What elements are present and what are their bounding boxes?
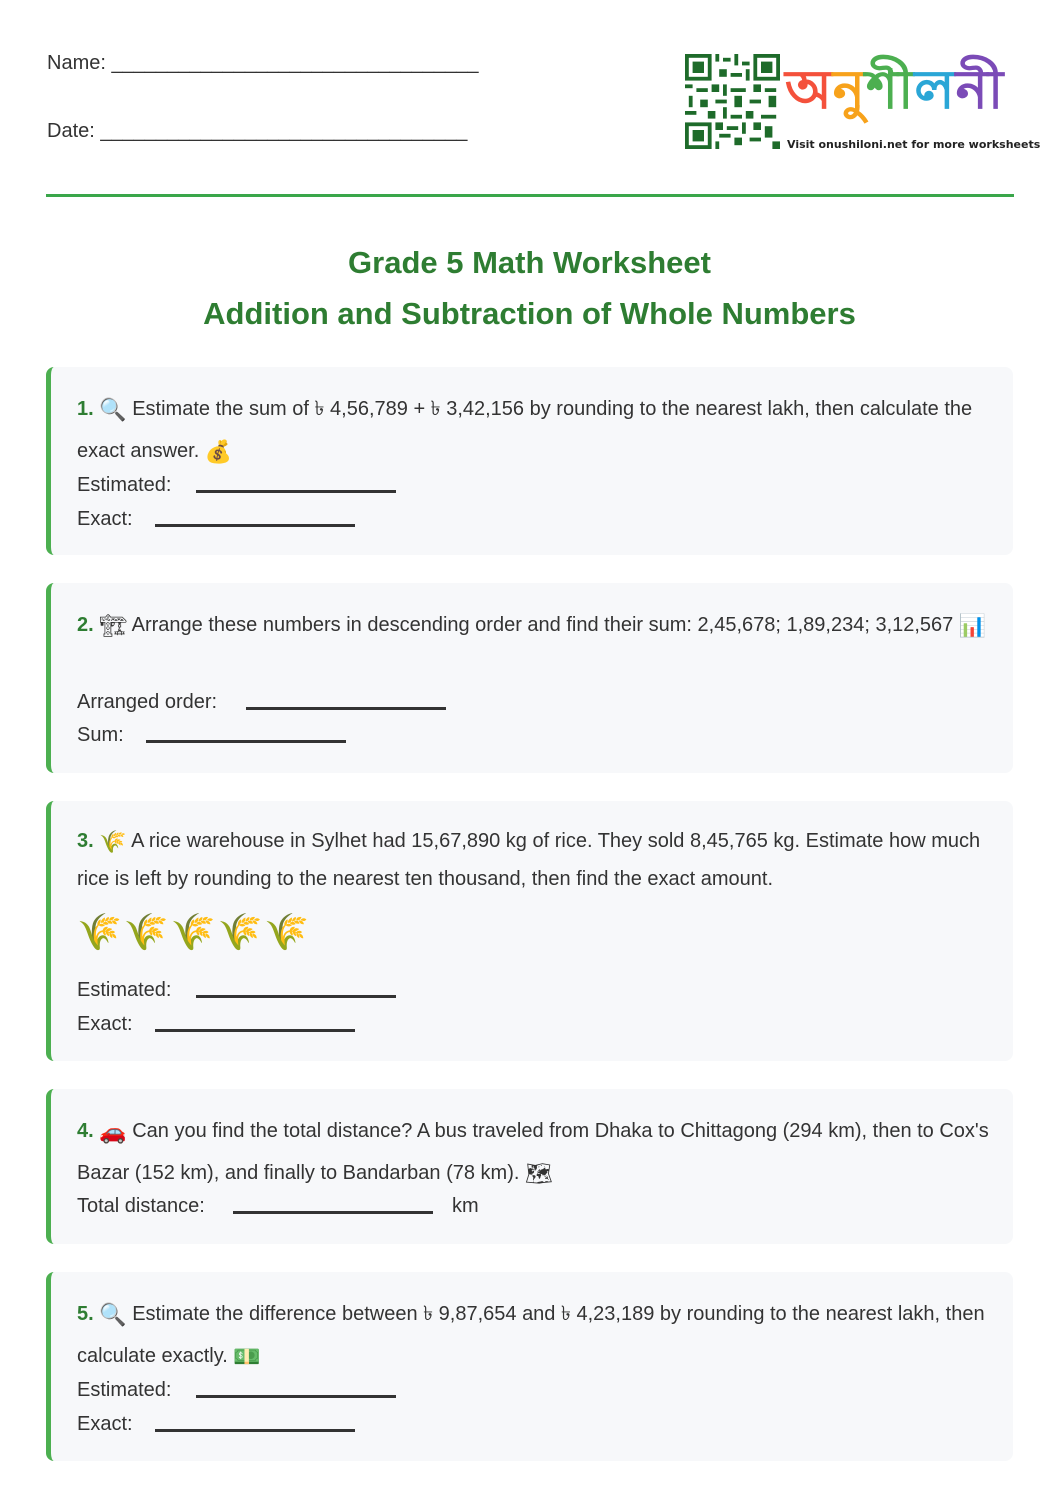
- rice-sheaf-icon: 🌾: [264, 912, 312, 953]
- answer-label: Exact:: [77, 1013, 133, 1035]
- brand-letter: অ: [785, 58, 833, 121]
- answer-label: Exact:: [77, 1413, 133, 1435]
- magnifying-glass-icon: 🔍: [99, 1303, 127, 1328]
- answer-blank[interactable]: [196, 490, 396, 493]
- answer-label: Total distance:: [77, 1195, 205, 1217]
- bar-chart-icon: 📊: [958, 614, 987, 639]
- question-body: Can you find the total distance? A bus traveled from Dhaka to Chittagong (294 km), then to Cox's Bazar (152 km), and finally to Bandarban (78 km).: [77, 1120, 989, 1184]
- answer-blank[interactable]: [155, 1029, 355, 1032]
- question-body: Estimate the sum of ৳ 4,56,789 + ৳ 3,42,156 by rounding to the nearest lakh, then calculate the exact answer.: [77, 398, 973, 462]
- answer-label: Sum:: [77, 724, 124, 746]
- car-icon: 🚗: [99, 1120, 127, 1145]
- question-number: 5.: [77, 1303, 94, 1325]
- money-icon: 💵: [233, 1345, 261, 1370]
- answer-blank[interactable]: [233, 1211, 433, 1214]
- question-body: A rice warehouse in Sylhet had 15,67,890 kg of rice. They sold 8,45,765 kg. Estimate how much rice is left by rounding to the nearest ten thousand, then find the exact amount.: [77, 830, 981, 890]
- question-number: 2.: [77, 614, 94, 636]
- brand-logo: [785, 48, 1004, 138]
- question-card-4: [46, 1089, 1013, 1244]
- answer-blank[interactable]: [246, 707, 446, 710]
- answer-blank[interactable]: [155, 1429, 355, 1432]
- question-card-5: [46, 1272, 1013, 1461]
- qr-code-icon: [685, 54, 780, 149]
- brand-letter: নী: [955, 58, 1005, 121]
- rice-sheaf-icon: 🌾: [170, 912, 218, 953]
- answer-blank[interactable]: [155, 524, 355, 527]
- name-field[interactable]: Name: _________________________________: [47, 52, 479, 74]
- question-text: [77, 1294, 997, 1378]
- question-number: 4.: [77, 1120, 94, 1142]
- answer-label: Exact:: [77, 508, 133, 530]
- question-body: Arrange these numbers in descending order and find their sum: 2,45,678; 1,89,234; 3,12,567: [131, 614, 954, 636]
- answer-unit: km: [452, 1195, 479, 1217]
- answer-blank[interactable]: [196, 995, 396, 998]
- answer-blank[interactable]: [196, 1395, 396, 1398]
- question-text: [77, 389, 997, 473]
- rice-sheaf-icon: 🌾: [217, 912, 265, 953]
- question-card-3: [46, 801, 1013, 1061]
- rice-illustration: [77, 911, 311, 953]
- rice-sheaf-icon: 🌾: [99, 830, 127, 855]
- date-field[interactable]: Date: _________________________________: [47, 120, 468, 142]
- brand-letter: নু: [832, 58, 867, 121]
- answer-blank[interactable]: [146, 740, 346, 743]
- brand-letter: শী: [866, 58, 915, 121]
- construction-icon: 🏗: [99, 614, 128, 639]
- question-card-1: [46, 367, 1013, 555]
- answer-label: Arranged order:: [77, 691, 218, 713]
- logo-block: [685, 52, 1041, 152]
- answer-label: Estimated:: [77, 474, 172, 496]
- money-bag-icon: 💰: [204, 440, 233, 465]
- rice-sheaf-icon: 🌾: [77, 912, 124, 953]
- rice-sheaf-icon: 🌾: [123, 912, 171, 953]
- world-map-icon: 🗺: [525, 1162, 553, 1187]
- question-text: [77, 1111, 997, 1195]
- question-card-2: [46, 583, 1013, 773]
- header-divider: [46, 194, 1014, 197]
- worksheet-title: Grade 5 Math Worksheet: [348, 245, 711, 280]
- question-text: [77, 605, 997, 647]
- brand-tagline: Visit onushiloni.net for more worksheets: [787, 138, 1041, 151]
- magnifying-glass-icon: 🔍: [99, 398, 127, 423]
- question-body: Estimate the difference between ৳ 9,87,654 and ৳ 4,23,189 by rounding to the nearest lakh, then calculate exactly.: [77, 1303, 985, 1367]
- brand-letter: ল: [914, 58, 956, 121]
- question-text: [77, 823, 997, 898]
- answer-label: Estimated:: [77, 1379, 172, 1401]
- worksheet-subtitle: Addition and Subtraction of Whole Numbers: [203, 296, 856, 331]
- answer-label: Estimated:: [77, 979, 172, 1001]
- question-number: 1.: [77, 398, 94, 420]
- question-number: 3.: [77, 830, 94, 852]
